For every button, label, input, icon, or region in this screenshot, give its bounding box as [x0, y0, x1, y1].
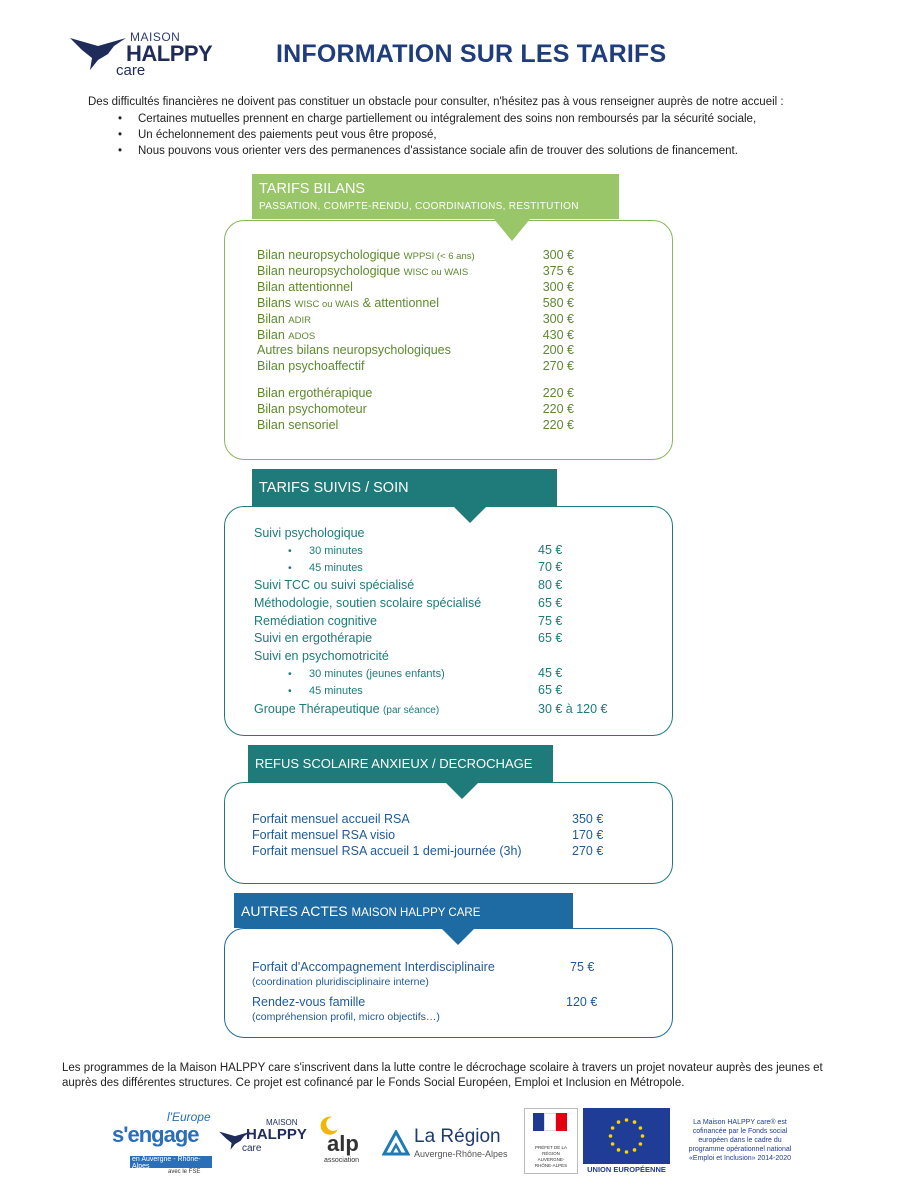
intro-text: Des difficultés financières ne doivent pas constituer un obstacle pour consulter, n'hésitez pas à vous renseigner auprès de notre accueil :: [88, 96, 784, 108]
suivi-price: 45 €: [538, 666, 563, 680]
suivi-row: 30 minutes: [309, 545, 363, 557]
europe-sengage-logo: l'Europe s'engage en Auvergne - Rhône-Alpes avec le FSE: [112, 1110, 211, 1175]
bullet-icon: •: [288, 545, 292, 557]
refus-row: Forfait mensuel RSA visio: [252, 828, 396, 842]
suivi-price: 30 € à 120 €: [538, 702, 608, 716]
refus-arrow-icon: [444, 781, 480, 799]
eu-flag-logo: UNION EUROPÉENNE: [583, 1108, 670, 1172]
bullet-icon: •: [118, 113, 123, 125]
suivi-row: Suivi psychologique: [254, 526, 365, 540]
region-logo: La Région Auvergne-Rhône-Alpes: [382, 1126, 517, 1162]
suivi-row: 30 minutes (jeunes enfants): [309, 668, 445, 680]
halppy-logo: [68, 28, 218, 80]
refus-row: Forfait mensuel accueil RSA: [252, 812, 410, 826]
autres-arrow-icon: [440, 927, 476, 945]
bilan-row: Bilan ADOS: [257, 328, 316, 342]
list-item: [118, 143, 756, 159]
bilans-title: TARIFS BILANS: [259, 181, 366, 197]
bilan-price: 270 €: [542, 359, 574, 373]
bilans-arrow-icon: [494, 219, 530, 241]
prefet-logo: PRÉFET DE LA RÉGION AUVERGNE-RHÔNE-ALPES: [524, 1108, 578, 1174]
bilan-row: Bilan ADIR: [257, 312, 311, 326]
suivi-row: Groupe Thérapeutique (par séance): [254, 702, 440, 716]
bilan-price: 300 €: [542, 248, 574, 262]
bullet-text: Un échelonnement des paiements peut vous être proposé,: [138, 129, 437, 141]
suivi-price: 65 €: [538, 683, 563, 697]
bilan-row: Bilan neuropsychologique WISC ou WAIS: [257, 264, 469, 278]
autres-row: Rendez-vous famille: [252, 995, 366, 1009]
bullet-icon: •: [118, 129, 123, 141]
suivis-title: TARIFS SUIVIS / SOIN: [259, 480, 409, 496]
refus-price: 350 €: [572, 812, 604, 826]
footer-text: Les programmes de la Maison HALPPY care s'inscrivent dans la lutte contre le décrochage scolaire à travers un projet novateur auprès des jeunes et auprès des différentes structures. Ce projet est cofinancé par le Fonds Social Européen, Emploi et Inclusion en Métropole.: [62, 1062, 823, 1089]
halppy-footer-logo: MAISON HALPPY care: [218, 1118, 308, 1163]
suivi-row: Suivi TCC ou suivi spécialisé: [254, 578, 415, 592]
suivi-price: 70 €: [538, 560, 563, 574]
suivi-price: 45 €: [538, 543, 563, 557]
bilan-price: 200 €: [542, 343, 574, 357]
alp-logo: alp association: [318, 1115, 372, 1165]
refus-row: Forfait mensuel RSA accueil 1 demi-journée (3h): [252, 844, 522, 858]
autres-price: 120 €: [566, 995, 598, 1009]
suivis-arrow-icon: [452, 505, 488, 523]
bilan-row: Bilan psychomoteur: [257, 402, 367, 416]
bilan-row: Bilan sensoriel: [257, 418, 339, 432]
suivi-row: Suivi en psychomotricité: [254, 649, 389, 663]
suivi-price: 75 €: [538, 614, 563, 628]
refus-title: REFUS SCOLAIRE ANXIEUX / DECROCHAGE: [255, 756, 533, 771]
cofinance-text: La Maison HALPPY care® est cofinancée par le Fonds social européen dans le cadre du programme opérationnel national «Emploi et Inclusion» 2014-2020: [688, 1119, 792, 1162]
bullet-icon: •: [288, 562, 292, 574]
intro-bullets: [118, 111, 756, 159]
suivi-row: 45 minutes: [309, 685, 363, 697]
suivi-row: Remédiation cognitive: [254, 614, 377, 628]
bilan-price: 300 €: [542, 312, 574, 326]
list-item: [118, 111, 756, 127]
bilan-row: Bilan neuropsychologique WPPSI (< 6 ans): [257, 248, 475, 262]
region-mountain-icon: [382, 1130, 410, 1156]
list-item: [118, 127, 756, 143]
refus-price: 170 €: [572, 828, 604, 842]
page-title: INFORMATION SUR LES TARIFS: [276, 40, 667, 68]
logo-maison: MAISON: [130, 30, 181, 44]
bilan-price: 220 €: [542, 402, 574, 416]
bilan-row: Bilan attentionnel: [257, 280, 353, 294]
bilan-price: 220 €: [542, 418, 574, 432]
suivi-row: Méthodologie, soutien scolaire spécialisé: [254, 596, 482, 610]
bullet-text: Nous pouvons vous orienter vers des permanences d'assistance sociale afin de trouver des solutions de financement.: [138, 145, 738, 157]
autres-note: (compréhension profil, micro objectifs…): [252, 1011, 440, 1023]
bullet-icon: •: [288, 668, 292, 680]
bilans-subtitle: PASSATION, COMPTE-RENDU, COORDINATIONS, RESTITUTION: [259, 201, 579, 212]
bilan-row: Bilan psychoaffectif: [257, 359, 365, 373]
bilan-price: 375 €: [542, 264, 574, 278]
bilan-price: 300 €: [542, 280, 574, 294]
bilan-price: 580 €: [542, 296, 574, 310]
bullet-text: Certaines mutuelles prennent en charge partiellement ou intégralement des soins non remboursés par la sécurité sociale,: [138, 113, 757, 125]
bullet-icon: •: [288, 685, 292, 697]
autres-price: 75 €: [570, 960, 595, 974]
logo-care: care: [116, 62, 146, 79]
logo-halppy: HALPPY: [126, 41, 213, 66]
refus-price: 270 €: [572, 844, 604, 858]
bilan-price: 430 €: [542, 328, 574, 342]
eu-stars-icon: [583, 1108, 670, 1164]
bilan-row: Bilan ergothérapique: [257, 386, 373, 400]
suivi-price: 65 €: [538, 596, 563, 610]
bilan-price: 220 €: [542, 386, 574, 400]
bullet-icon: •: [118, 145, 123, 157]
suivi-row: 45 minutes: [309, 562, 363, 574]
bilan-row: Bilans WISC ou WAIS & attentionnel: [257, 296, 440, 310]
suivi-price: 80 €: [538, 578, 563, 592]
autres-title: AUTRES ACTES MAISON HALPPY CARE: [241, 903, 481, 919]
autres-note: (coordination pluridisciplinaire interne): [252, 976, 429, 988]
suivi-row: Suivi en ergothérapie: [254, 631, 373, 645]
bilan-row: Autres bilans neuropsychologiques: [257, 343, 451, 357]
autres-row: Forfait d'Accompagnement Interdisciplinaire: [252, 960, 495, 974]
suivi-price: 65 €: [538, 631, 563, 645]
